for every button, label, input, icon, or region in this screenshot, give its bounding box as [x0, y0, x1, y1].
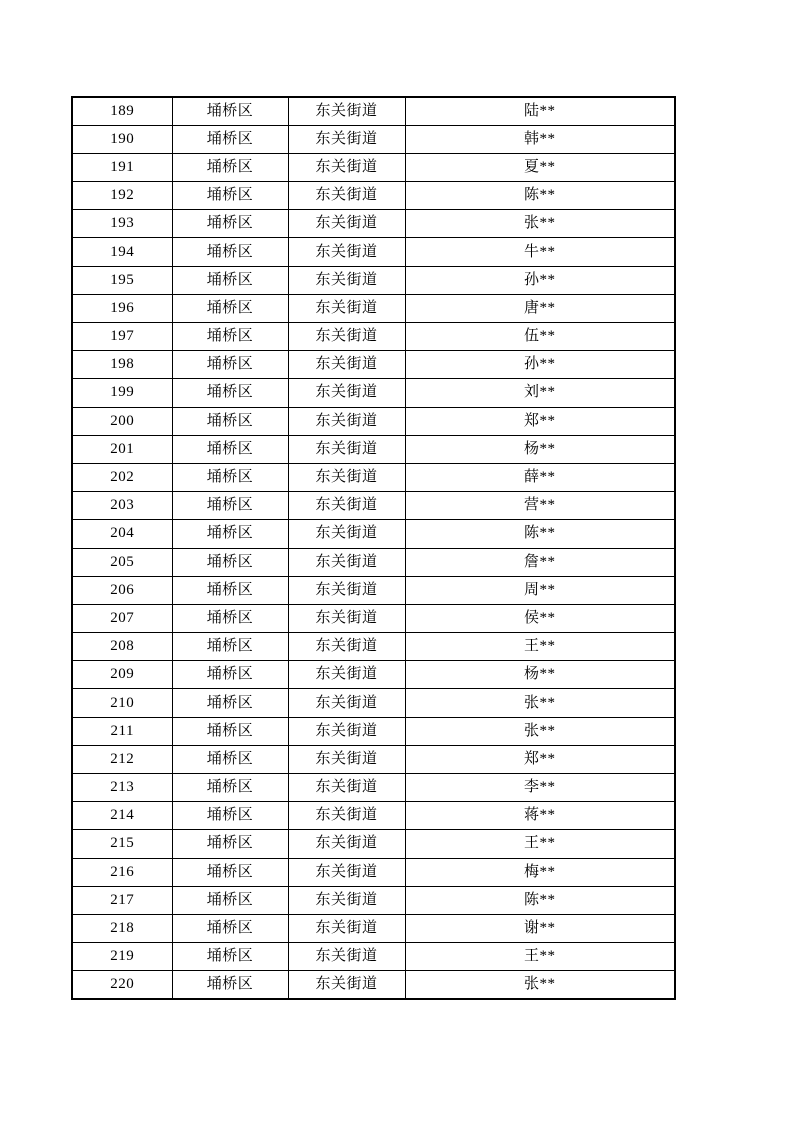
- street-cell: 东关街道: [288, 858, 405, 886]
- table-row: [72, 379, 675, 407]
- table-row: [72, 125, 675, 153]
- masked-name-cell: 孙**: [405, 266, 675, 294]
- row-number-cell: 196: [72, 294, 172, 322]
- table-row: [72, 435, 675, 463]
- row-number-cell: 189: [72, 97, 172, 125]
- district-cell: 埇桥区: [172, 830, 288, 858]
- district-cell: 埇桥区: [172, 97, 288, 125]
- roster-table-body: [72, 97, 675, 999]
- row-number-cell: 209: [72, 661, 172, 689]
- district-cell: 埇桥区: [172, 633, 288, 661]
- masked-name-cell: 王**: [405, 943, 675, 971]
- district-cell: 埇桥区: [172, 914, 288, 942]
- masked-name-cell: 蒋**: [405, 802, 675, 830]
- district-cell: 埇桥区: [172, 858, 288, 886]
- district-cell: 埇桥区: [172, 463, 288, 491]
- district-cell: 埇桥区: [172, 661, 288, 689]
- masked-name-cell: 张**: [405, 717, 675, 745]
- table-row: [72, 210, 675, 238]
- table-row: [72, 153, 675, 181]
- row-number-cell: 205: [72, 548, 172, 576]
- masked-name-cell: 侯**: [405, 604, 675, 632]
- street-cell: 东关街道: [288, 774, 405, 802]
- masked-name-cell: 陈**: [405, 182, 675, 210]
- street-cell: 东关街道: [288, 971, 405, 999]
- masked-name-cell: 梅**: [405, 858, 675, 886]
- masked-name-cell: 杨**: [405, 661, 675, 689]
- table-row: [72, 830, 675, 858]
- district-cell: 埇桥区: [172, 745, 288, 773]
- table-row: [72, 576, 675, 604]
- street-cell: 东关街道: [288, 604, 405, 632]
- street-cell: 东关街道: [288, 830, 405, 858]
- street-cell: 东关街道: [288, 266, 405, 294]
- street-cell: 东关街道: [288, 943, 405, 971]
- street-cell: 东关街道: [288, 492, 405, 520]
- row-number-cell: 216: [72, 858, 172, 886]
- row-number-cell: 213: [72, 774, 172, 802]
- table-row: [72, 689, 675, 717]
- district-cell: 埇桥区: [172, 210, 288, 238]
- district-cell: 埇桥区: [172, 294, 288, 322]
- table-row: [72, 294, 675, 322]
- roster-table: [71, 96, 676, 1000]
- row-number-cell: 211: [72, 717, 172, 745]
- table-row: [72, 548, 675, 576]
- masked-name-cell: 王**: [405, 830, 675, 858]
- street-cell: 东关街道: [288, 661, 405, 689]
- row-number-cell: 202: [72, 463, 172, 491]
- masked-name-cell: 薛**: [405, 463, 675, 491]
- street-cell: 东关街道: [288, 463, 405, 491]
- masked-name-cell: 牛**: [405, 238, 675, 266]
- district-cell: 埇桥区: [172, 943, 288, 971]
- street-cell: 东关街道: [288, 407, 405, 435]
- district-cell: 埇桥区: [172, 492, 288, 520]
- table-row: [72, 858, 675, 886]
- row-number-cell: 219: [72, 943, 172, 971]
- street-cell: 东关街道: [288, 351, 405, 379]
- district-cell: 埇桥区: [172, 351, 288, 379]
- table-row: [72, 914, 675, 942]
- masked-name-cell: 张**: [405, 210, 675, 238]
- table-row: [72, 351, 675, 379]
- masked-name-cell: 夏**: [405, 153, 675, 181]
- row-number-cell: 192: [72, 182, 172, 210]
- masked-name-cell: 李**: [405, 774, 675, 802]
- masked-name-cell: 伍**: [405, 323, 675, 351]
- row-number-cell: 198: [72, 351, 172, 379]
- row-number-cell: 218: [72, 914, 172, 942]
- street-cell: 东关街道: [288, 323, 405, 351]
- table-row: [72, 492, 675, 520]
- masked-name-cell: 唐**: [405, 294, 675, 322]
- masked-name-cell: 周**: [405, 576, 675, 604]
- masked-name-cell: 张**: [405, 971, 675, 999]
- district-cell: 埇桥区: [172, 774, 288, 802]
- row-number-cell: 203: [72, 492, 172, 520]
- table-row: [72, 266, 675, 294]
- district-cell: 埇桥区: [172, 125, 288, 153]
- row-number-cell: 200: [72, 407, 172, 435]
- masked-name-cell: 谢**: [405, 914, 675, 942]
- district-cell: 埇桥区: [172, 971, 288, 999]
- street-cell: 东关街道: [288, 717, 405, 745]
- row-number-cell: 193: [72, 210, 172, 238]
- table-row: [72, 97, 675, 125]
- masked-name-cell: 王**: [405, 633, 675, 661]
- row-number-cell: 201: [72, 435, 172, 463]
- masked-name-cell: 郑**: [405, 407, 675, 435]
- row-number-cell: 208: [72, 633, 172, 661]
- table-row: [72, 323, 675, 351]
- street-cell: 东关街道: [288, 520, 405, 548]
- row-number-cell: 215: [72, 830, 172, 858]
- masked-name-cell: 张**: [405, 689, 675, 717]
- row-number-cell: 212: [72, 745, 172, 773]
- masked-name-cell: 郑**: [405, 745, 675, 773]
- masked-name-cell: 陆**: [405, 97, 675, 125]
- district-cell: 埇桥区: [172, 689, 288, 717]
- table-row: [72, 604, 675, 632]
- row-number-cell: 214: [72, 802, 172, 830]
- street-cell: 东关街道: [288, 125, 405, 153]
- district-cell: 埇桥区: [172, 435, 288, 463]
- district-cell: 埇桥区: [172, 182, 288, 210]
- district-cell: 埇桥区: [172, 576, 288, 604]
- street-cell: 东关街道: [288, 886, 405, 914]
- row-number-cell: 206: [72, 576, 172, 604]
- table-row: [72, 717, 675, 745]
- district-cell: 埇桥区: [172, 238, 288, 266]
- district-cell: 埇桥区: [172, 323, 288, 351]
- row-number-cell: 204: [72, 520, 172, 548]
- street-cell: 东关街道: [288, 914, 405, 942]
- district-cell: 埇桥区: [172, 717, 288, 745]
- row-number-cell: 197: [72, 323, 172, 351]
- street-cell: 东关街道: [288, 435, 405, 463]
- district-cell: 埇桥区: [172, 153, 288, 181]
- district-cell: 埇桥区: [172, 520, 288, 548]
- street-cell: 东关街道: [288, 689, 405, 717]
- masked-name-cell: 陈**: [405, 520, 675, 548]
- district-cell: 埇桥区: [172, 266, 288, 294]
- row-number-cell: 199: [72, 379, 172, 407]
- masked-name-cell: 詹**: [405, 548, 675, 576]
- district-cell: 埇桥区: [172, 886, 288, 914]
- masked-name-cell: 韩**: [405, 125, 675, 153]
- street-cell: 东关街道: [288, 576, 405, 604]
- table-row: [72, 971, 675, 999]
- row-number-cell: 195: [72, 266, 172, 294]
- street-cell: 东关街道: [288, 802, 405, 830]
- row-number-cell: 191: [72, 153, 172, 181]
- row-number-cell: 190: [72, 125, 172, 153]
- row-number-cell: 194: [72, 238, 172, 266]
- street-cell: 东关街道: [288, 745, 405, 773]
- row-number-cell: 207: [72, 604, 172, 632]
- district-cell: 埇桥区: [172, 379, 288, 407]
- table-row: [72, 633, 675, 661]
- table-row: [72, 407, 675, 435]
- masked-name-cell: 陈**: [405, 886, 675, 914]
- street-cell: 东关街道: [288, 182, 405, 210]
- row-number-cell: 210: [72, 689, 172, 717]
- table-row: [72, 238, 675, 266]
- table-row: [72, 182, 675, 210]
- row-number-cell: 217: [72, 886, 172, 914]
- street-cell: 东关街道: [288, 548, 405, 576]
- street-cell: 东关街道: [288, 210, 405, 238]
- district-cell: 埇桥区: [172, 604, 288, 632]
- street-cell: 东关街道: [288, 97, 405, 125]
- street-cell: 东关街道: [288, 379, 405, 407]
- street-cell: 东关街道: [288, 294, 405, 322]
- table-row: [72, 943, 675, 971]
- table-row: [72, 886, 675, 914]
- district-cell: 埇桥区: [172, 548, 288, 576]
- district-cell: 埇桥区: [172, 407, 288, 435]
- street-cell: 东关街道: [288, 238, 405, 266]
- table-row: [72, 463, 675, 491]
- table-row: [72, 520, 675, 548]
- masked-name-cell: 孙**: [405, 351, 675, 379]
- district-cell: 埇桥区: [172, 802, 288, 830]
- masked-name-cell: 营**: [405, 492, 675, 520]
- street-cell: 东关街道: [288, 633, 405, 661]
- street-cell: 东关街道: [288, 153, 405, 181]
- table-row: [72, 774, 675, 802]
- table-row: [72, 745, 675, 773]
- masked-name-cell: 刘**: [405, 379, 675, 407]
- row-number-cell: 220: [72, 971, 172, 999]
- masked-name-cell: 杨**: [405, 435, 675, 463]
- table-row: [72, 802, 675, 830]
- table-row: [72, 661, 675, 689]
